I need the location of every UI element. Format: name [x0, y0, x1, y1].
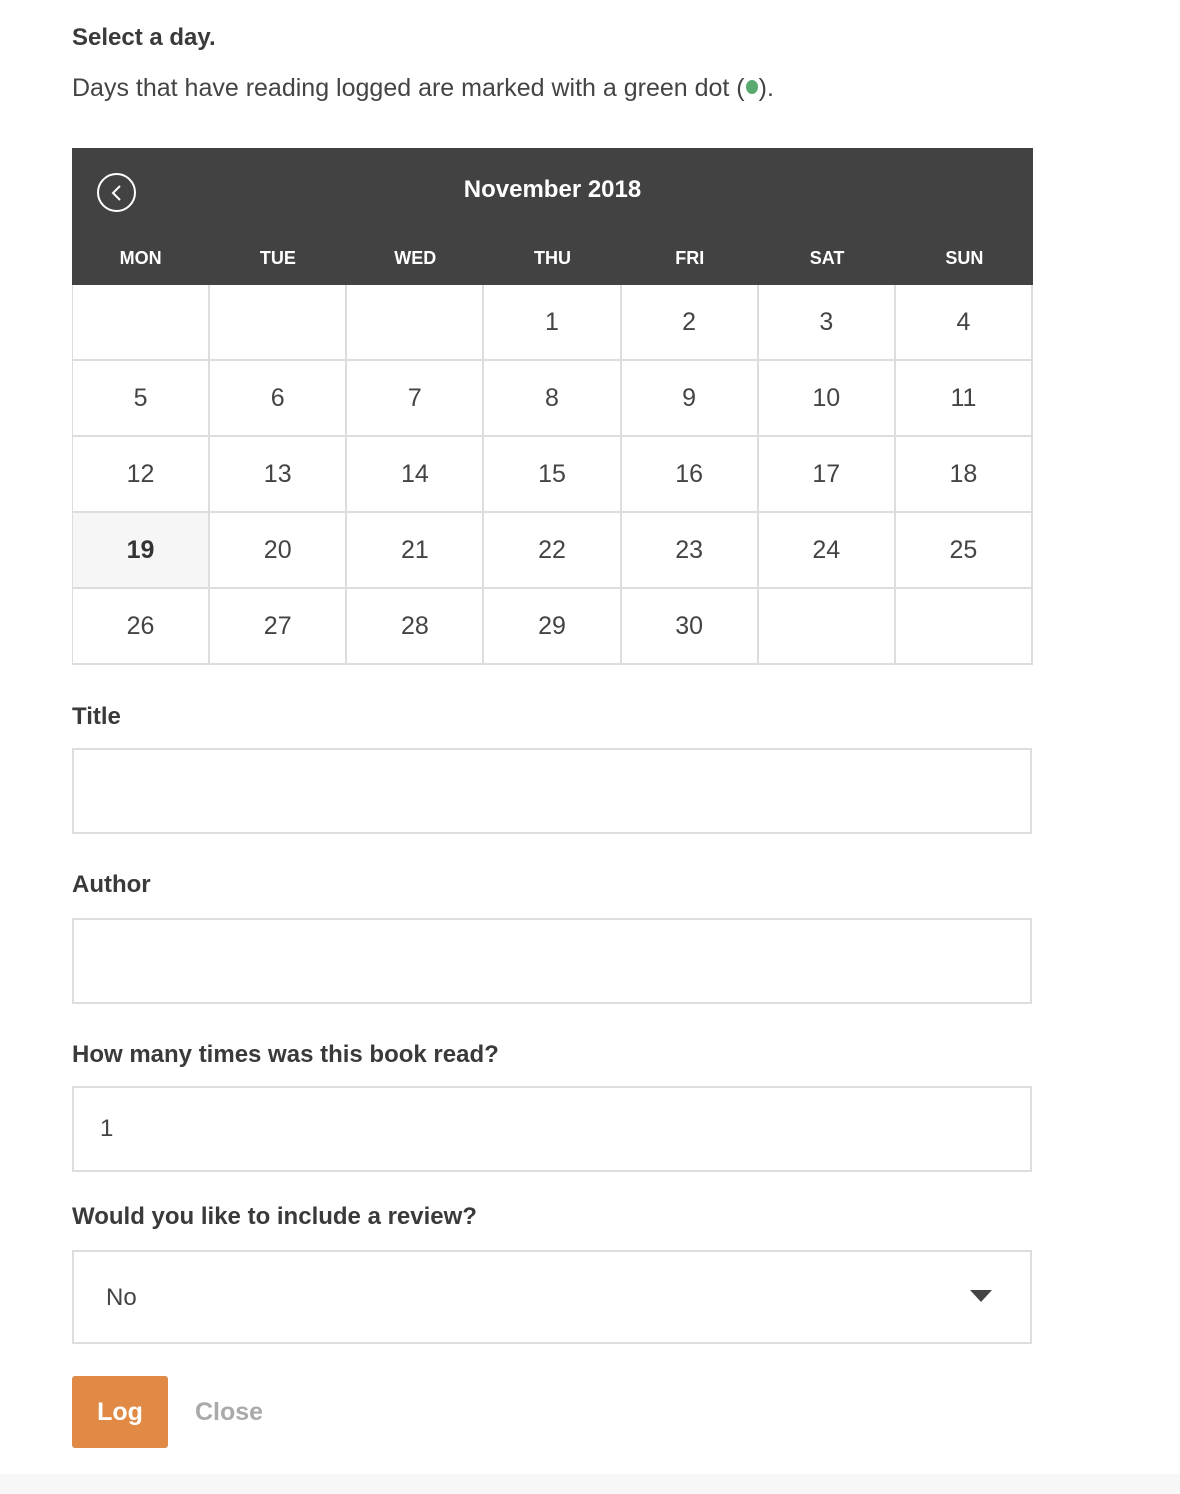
calendar-day-13[interactable]: 13	[210, 437, 347, 513]
calendar-day-15[interactable]: 15	[484, 437, 621, 513]
calendar-day-2[interactable]: 2	[622, 285, 759, 361]
calendar-day-19[interactable]: 19	[73, 513, 210, 589]
calendar-day-10[interactable]: 10	[759, 361, 896, 437]
calendar-day-6[interactable]: 6	[210, 361, 347, 437]
calendar-day-5[interactable]: 5	[73, 361, 210, 437]
weekday-sat: SAT	[809, 248, 845, 268]
green-dot-icon	[746, 80, 758, 94]
calendar-day-21[interactable]: 21	[347, 513, 484, 589]
page-heading: Select a day.	[72, 24, 216, 51]
weekday-mon: MON	[119, 248, 162, 268]
close-button[interactable]: Close	[195, 1398, 264, 1426]
calendar-day-1[interactable]: 1	[484, 285, 621, 361]
calendar-day-17[interactable]: 17	[759, 437, 896, 513]
calendar-day-30[interactable]: 30	[622, 589, 759, 665]
calendar-day-29[interactable]: 29	[484, 589, 621, 665]
calendar-day-24[interactable]: 24	[759, 513, 896, 589]
month-title: November 2018	[463, 176, 642, 203]
calendar-day-11[interactable]: 11	[896, 361, 1033, 437]
weekday-thu: THU	[533, 248, 571, 268]
log-button[interactable]: Log	[72, 1376, 168, 1448]
calendar-day-3[interactable]: 3	[759, 285, 896, 361]
title-label: Title	[72, 703, 121, 730]
calendar-day-26[interactable]: 26	[73, 589, 210, 665]
calendar-day-9[interactable]: 9	[622, 361, 759, 437]
times-read-label: How many times was this book read?	[72, 1041, 499, 1068]
calendar-empty-cell	[896, 589, 1033, 665]
author-label: Author	[72, 871, 151, 898]
instructions-text-start: Days that have reading logged are marked with a green dot (	[72, 74, 745, 102]
calendar-day-22[interactable]: 22	[484, 513, 621, 589]
page-footer-band	[0, 1474, 1180, 1494]
calendar-day-28[interactable]: 28	[347, 589, 484, 665]
calendar-header	[72, 148, 1033, 285]
calendar-day-16[interactable]: 16	[622, 437, 759, 513]
weekday-tue: TUE	[259, 248, 296, 268]
weekday-sun: SUN	[945, 248, 984, 268]
weekday-fri: FRI	[675, 248, 705, 268]
calendar-empty-cell	[73, 285, 210, 361]
calendar-empty-cell	[759, 589, 896, 665]
calendar-day-25[interactable]: 25	[896, 513, 1033, 589]
review-select[interactable]	[72, 1250, 1032, 1344]
calendar-day-7[interactable]: 7	[347, 361, 484, 437]
calendar-day-23[interactable]: 23	[622, 513, 759, 589]
calendar-day-12[interactable]: 12	[73, 437, 210, 513]
review-select-value: No	[106, 1284, 137, 1311]
weekday-wed: WED	[394, 248, 437, 268]
weekday-header-row	[72, 248, 1033, 269]
instructions-text-end: ).	[758, 74, 774, 102]
calendar-empty-cell	[347, 285, 484, 361]
author-input[interactable]	[72, 918, 1032, 1004]
calendar	[72, 148, 1033, 665]
instructions-text	[72, 74, 774, 103]
times-read-input[interactable]	[72, 1086, 1032, 1172]
calendar-day-18[interactable]: 18	[896, 437, 1033, 513]
calendar-day-8[interactable]: 8	[484, 361, 621, 437]
calendar-day-27[interactable]: 27	[210, 589, 347, 665]
calendar-grid	[72, 285, 1033, 665]
calendar-empty-cell	[210, 285, 347, 361]
calendar-day-14[interactable]: 14	[347, 437, 484, 513]
title-input[interactable]	[72, 748, 1032, 834]
review-label: Would you like to include a review?	[72, 1203, 477, 1230]
caret-down-icon	[970, 1290, 992, 1302]
calendar-day-4[interactable]: 4	[896, 285, 1033, 361]
calendar-day-20[interactable]: 20	[210, 513, 347, 589]
